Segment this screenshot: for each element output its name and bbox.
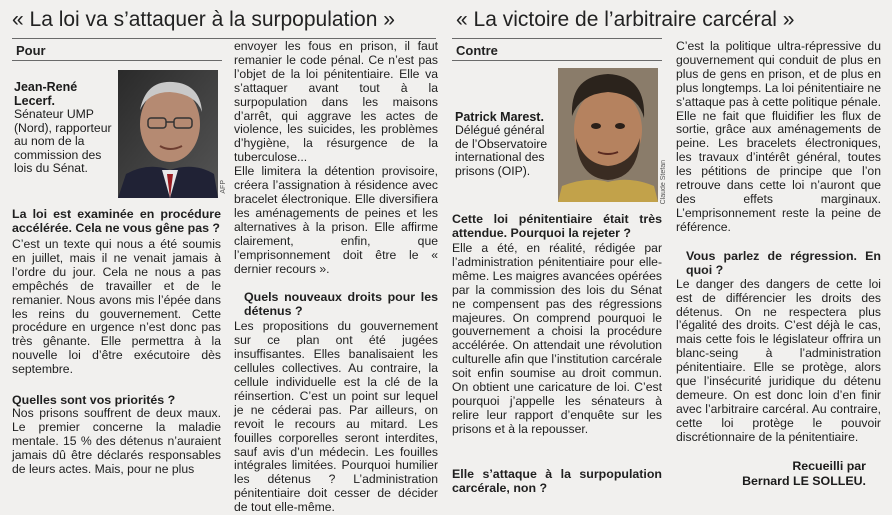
left-byline xyxy=(14,80,114,176)
left-headline: « La loi va s’attaquer à la surpopulation » xyxy=(12,8,395,31)
credit-line-1: Recueilli par xyxy=(792,459,866,473)
left-author-name: Jean-René Lecerf. xyxy=(14,80,78,108)
right-headline: « La victoire de l’arbitraire carcéral » xyxy=(456,8,795,31)
right-byline xyxy=(455,110,555,178)
right-answer-3: Le danger des dangers de cette loi est de différencier les droits des détenus. On ne respectera plus l’égalité des droits. C’est déjà le cas, mais cette fois le législateur offrira un blanc-seing à l’administration pénitentiaire. Elle se protège, alors que l’insécurité juridique du détenu demeure. On est donc loin d’en finir avec l’arbitraire carcéral. Au contraire, cette loi protège le pouvoir discrétionnaire de la pénitentiaire. xyxy=(676,276,881,444)
right-answer-1: Elle a été, en réalité, rédigée par l’administration pénitentiaire pour elle-même. Les maigres avancées opérées par la commission des lois du Sénat ne compensent pas des régressions majeures. On comprend pourquoi le gouvernement a choisi la procédure accélérée. On attendait une révolution culturelle afin que l’institution carcérale soit enfin soumise au droit commun. On obtient une caricature de loi. C’est pourquoi j’appelle les sénateurs à relire leur rapport d’enquête sur les prisons et à la repousser. xyxy=(452,241,663,436)
right-question-1: Cette loi pénitentiaire était très attendue. Pourquoi la rejeter ? xyxy=(452,212,662,240)
right-question-2: Elle s’attaque à la surpopulation carcérale, non ? xyxy=(452,466,662,495)
right-section-rule xyxy=(452,60,662,61)
left-column-2 xyxy=(234,40,438,515)
left-column-1 xyxy=(12,207,221,477)
portrait-man-glasses xyxy=(118,70,218,198)
right-top-rule xyxy=(452,38,662,39)
right-author-role: Délégué général de l’Observatoire international des prisons (OIP). xyxy=(455,123,548,178)
left-author-photo xyxy=(118,70,218,198)
right-section-label: Contre xyxy=(456,43,498,58)
left-question-2: Quelles sont vos priorités ? xyxy=(12,393,176,408)
left-section-rule xyxy=(12,60,222,61)
left-section-label: Pour xyxy=(16,43,46,58)
left-answer-2: Nos prisons souffrent de deux maux. Le premier concerne la maladie mentale. 15 % des détenus n’auraient jamais dû être déclarés responsables de leurs actes. Mais, pour ne plus xyxy=(12,406,221,476)
left-answer-2-end: Elle limitera la détention provisoire, créera l’assignation à résidence avec bracelet électronique. Elle diversifiera les aménagements de peines et les alternatives à la prison. Elle affirme clairement, enfin, que l’emprisonnement doit être le « dernier recours ». xyxy=(234,164,438,276)
left-question-3: Quels nouveaux droits pour les détenus ? xyxy=(244,290,438,319)
left-answer-1: C’est un texte qui nous a été soumis en juillet, mais il ne venait jamais à l’ordre du jour. Cela ne nous a pas empêchés de travailler et de le remanier. Nous avons mis l’épée dans les reins du gouvernement. Cette procédure en urgence n’est donc pas très gênante. Elle permettra à la nouvelle loi d’être exécutoire dès septembre. xyxy=(12,237,221,377)
right-photo-credit: Claude Stefan xyxy=(660,160,667,205)
right-column-2 xyxy=(676,40,881,445)
left-answer-2-continued: envoyer les fous en prison, il faut remanier le code pénal. Ce n’est pas l’objet de la loi pénitentiaire. Elle va s’attaquer avant tout à la surpopulation dans les maisons d’arrêt, qui aggrave les actes de violence, les suicides, les problèmes d’hygiène, la résurgence de la tuberculose... xyxy=(234,39,438,165)
right-author-name: Patrick Marest. xyxy=(455,110,544,124)
right-column-1 xyxy=(452,212,662,495)
credit-line-2: Bernard LE SOLLEU. xyxy=(742,474,866,488)
left-photo-credit: AFP xyxy=(220,180,227,194)
left-question-1: La loi est examinée en procédure accélérée. Cela ne vous gêne pas ? xyxy=(12,207,221,235)
interview-credit xyxy=(700,459,866,489)
right-answer-2: C’est la politique ultra-répressive du gouvernement qui conduit de plus en plus de gens en prison, et de plus en plus longtemps. La loi pénitentiaire ne s’attaque pas à cette politique pénale. Elle ne fait que fluidifier les flux de sortie, grâce aux aménagements de peine. Les bracelets électroniques, les travaux d’intérêt général, toutes les pétitions de principe que l’on retrouve dans cette loi n’auront que des effets marginaux. L’emprisonnement reste la peine de référence. xyxy=(676,39,881,234)
left-author-role: Sénateur UMP (Nord), rapporteur au nom de la commission des lois du Sénat. xyxy=(14,107,112,176)
right-question-3: Vous parlez de régression. En quoi ? xyxy=(686,248,881,277)
right-author-photo xyxy=(558,68,658,202)
portrait-man-beard xyxy=(558,68,658,202)
left-answer-3: Les propositions du gouvernement sur ce plan ont été jugées insuffisantes. Elles banalisaient les cellules collectives. Au contraire, la cellule individuelle est la clé de la réinsertion. C’est un point sur lequel je ne céderai pas. Par ailleurs, on revoit le recours au mitard. Les fouilles corporelles seront interdites, sauf avis d’un médecin. Les fouilles intégrales limitées. Pourquoi humilier les détenus ? L’administration pénitentiaire doit cesser de décider de tout elle-même. xyxy=(234,319,438,515)
